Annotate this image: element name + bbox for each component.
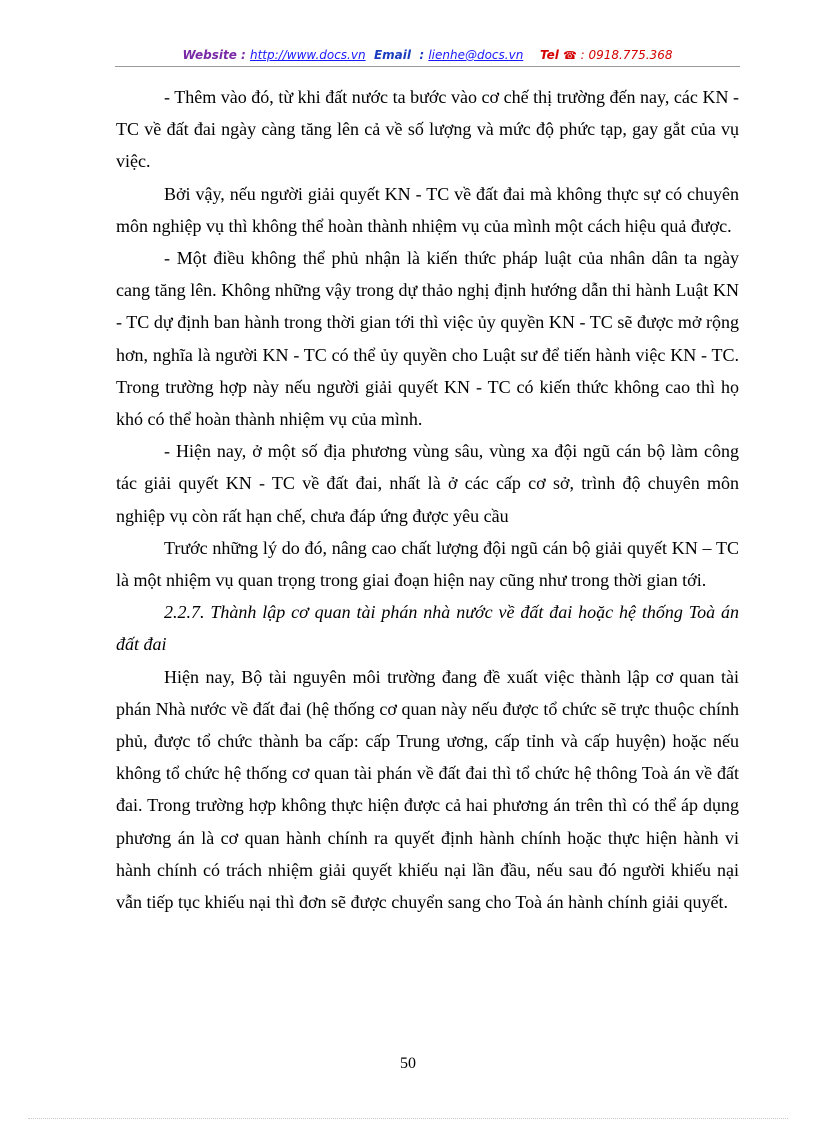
paragraph: Trước những lý do đó, nâng cao chất lượng đội ngũ cán bộ giải quyết KN – TC là một nhiệm vụ quan trọng trong giai đoạn hiện nay cũng như trong thời gian tới. — [116, 537, 739, 591]
tel-number: 0918.775.368 — [588, 48, 673, 62]
phone-icon: ☎ — [563, 49, 577, 62]
website-label: Website — [182, 48, 237, 62]
paragraph: - Thêm vào đó, từ khi đất nước ta bước vào cơ chế thị trường đến nay, các KN - TC về đất đai ngày càng tăng lên cả về số lượng và mức độ phức tạp, gay gắt của vụ việc. — [116, 87, 739, 172]
paragraph: - Hiện nay, ở một số địa phương vùng sâu, vùng xa đội ngũ cán bộ làm công tác giải quyết KN - TC về đất đai, nhất là ở các cấp cơ sở, trình độ chuyên môn nghiệp vụ còn rất hạn chế, chưa đáp ứng được yêu cầu — [116, 441, 739, 526]
email-label: Email — [373, 48, 411, 62]
paragraph: Bởi vậy, nếu người giải quyết KN - TC về đất đai mà không thực sự có chuyên môn nghiệp vụ thì không thể hoàn thành nhiệm vụ của mình một cách hiệu quả được. — [116, 183, 739, 236]
website-link[interactable]: http://www.docs.vn — [250, 48, 366, 62]
section-heading: 2.2.7. Thành lập cơ quan tài phán nhà nước về đất đai hoặc hệ thống Toà án đất đai — [116, 602, 739, 655]
paragraph: - Một điều không thể phủ nhận là kiến thức pháp luật của nhân dân ta ngày cang tăng lên. Không những vậy trong dự thảo nghị định hướng dẫn thi hành Luật KN - TC dự định ban hành trong thời gian tới thì việc ủy quyền KN - TC sẽ được mở rộng hơn, nghĩa là người KN - TC có thể ủy quyền cho Luật sư để tiến hành việc KN - TC. Trong trường hợp này nếu người giải quyết KN - TC có kiến thức không cao thì họ khó có thể hoàn thành nhiệm vụ của mình. — [116, 248, 739, 430]
email-link[interactable]: lienhe@docs.vn — [428, 48, 524, 62]
footer-divider — [28, 1118, 788, 1119]
document-body — [116, 81, 739, 918]
paragraph: Hiện nay, Bộ tài nguyên môi trường đang đề xuất việc thành lập cơ quan tài phán Nhà nước về đất đai (hệ thống cơ quan này nếu được tổ chức sẽ trực thuộc chính phủ, được tổ chức thành ba cấp: cấp Trung ương, cấp tỉnh và cấp huyện) hoặc nếu không tổ chức hệ thống cơ quan tài phán về đất đai thì tổ chức hệ thông Toà án về đất đai. Trong trường hợp không thực hiện được cả hai phương án trên thì có thể áp dụng phương án là cơ quan hành chính ra quyết định hành chính hoặc thực hiện hành vi hành chính có trách nhiệm giải quyết khiếu nại lần đầu, nếu sau đó người khiếu nại vẫn tiếp tục khiếu nại thì đơn sẽ được chuyển sang cho Toà án hành chính giải quyết. — [116, 666, 739, 913]
tel-label: Tel — [540, 48, 559, 62]
page-number: 50 — [400, 1055, 416, 1072]
page-header: Website : http://www.docs.vn Email : lienhe@docs.vn Tel ☎ : 0918.775.368 — [182, 48, 673, 62]
header-divider — [115, 66, 740, 67]
